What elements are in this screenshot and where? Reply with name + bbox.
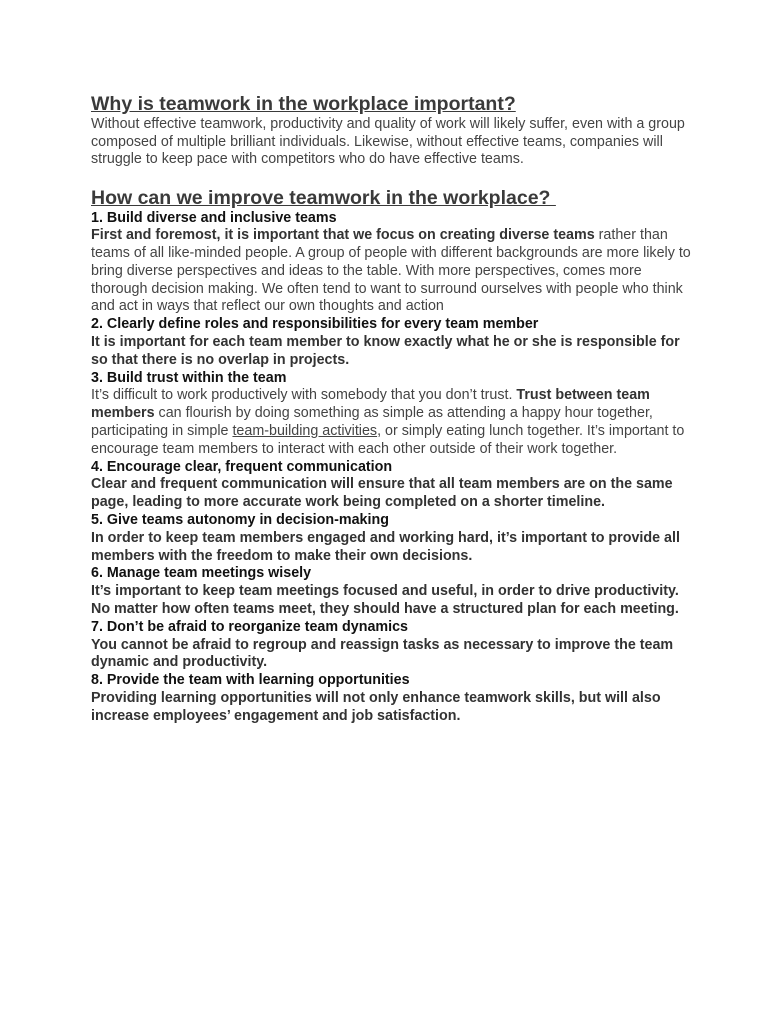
section-6 xyxy=(91,565,691,618)
section-8 xyxy=(91,672,691,725)
section-2 xyxy=(91,316,691,369)
team-building-link[interactable]: team-building activities xyxy=(232,423,378,440)
heading-why-teamwork: Why is teamwork in the workplace important? xyxy=(91,93,516,115)
section-title: 1. Build diverse and inclusive teams xyxy=(91,209,337,226)
section-body: You cannot be afraid to regroup and reassign tasks as necessary to improve the team dynamic and productivity. xyxy=(91,636,674,671)
section-4 xyxy=(91,459,691,512)
section-body: It’s important to keep team meetings focused and useful, in order to drive productivity. No matter how often teams meet, they should have a structured plan for each meeting. xyxy=(91,583,679,618)
section-7 xyxy=(91,619,691,672)
section-title: 5. Give teams autonomy in decision-making xyxy=(91,512,389,529)
intro-paragraph: Without effective teamwork, productivity and quality of work will likely suffer, even with a group composed of multiple brilliant individuals. Likewise, without effective teams, companies will struggle to keep pace with competitors who do have effective teams. xyxy=(91,116,685,167)
body-text: rather than teams of all like-minded people. A group of people with different backgrounds are more likely to bring diverse perspectives and ideas to the table. With more perspectives, comes more thorough decision making. We often tend to want to surround ourselves with people who think and act in ways that reflect our own thoughts and action xyxy=(91,227,691,315)
body-text: can flourish by doing something as simple as attending a happy hour together, participating in simple xyxy=(91,405,653,440)
section-title: 7. Don’t be afraid to reorganize team dynamics xyxy=(91,618,408,635)
section-body xyxy=(91,227,691,316)
heading-how-improve: How can we improve teamwork in the workplace? xyxy=(91,186,556,209)
section-body: Clear and frequent communication will ensure that all team members are on the same page, leading to more accurate work being completed on a shorter timeline. xyxy=(91,476,673,511)
section-title: 3. Build trust within the team xyxy=(91,369,287,386)
section-body: Providing learning opportunities will not only enhance teamwork skills, but will also increase employees’ engagement and job satisfaction. xyxy=(91,690,661,724)
section-title: 4. Encourage clear, frequent communication xyxy=(91,458,393,475)
section-body xyxy=(91,387,691,458)
section-title: 2. Clearly define roles and responsibilities for every team member xyxy=(91,316,539,333)
bold-lead: First and foremost, it is important that we focus on creating diverse teams xyxy=(91,227,595,244)
section-5 xyxy=(91,512,691,565)
section-body: It is important for each team member to know exactly what he or she is responsible for so that there is no overlap in projects. xyxy=(91,334,680,368)
body-text: It’s difficult to work productively with somebody that you don’t trust. xyxy=(91,387,517,404)
section-title: 6. Manage team meetings wisely xyxy=(91,565,312,582)
section-1 xyxy=(91,210,691,317)
body-text: , or simply eating lunch together. It’s important to encourage team members to interact with each other outside of their work together. xyxy=(91,423,685,457)
document-page xyxy=(91,92,691,726)
bold-phrase: Trust between team members xyxy=(91,387,650,422)
section-title: 8. Provide the team with learning opportunities xyxy=(91,672,410,689)
section-body: In order to keep team members engaged and working hard, it’s important to provide all members with the freedom to make their own decisions. xyxy=(91,529,680,564)
section-3 xyxy=(91,370,691,459)
